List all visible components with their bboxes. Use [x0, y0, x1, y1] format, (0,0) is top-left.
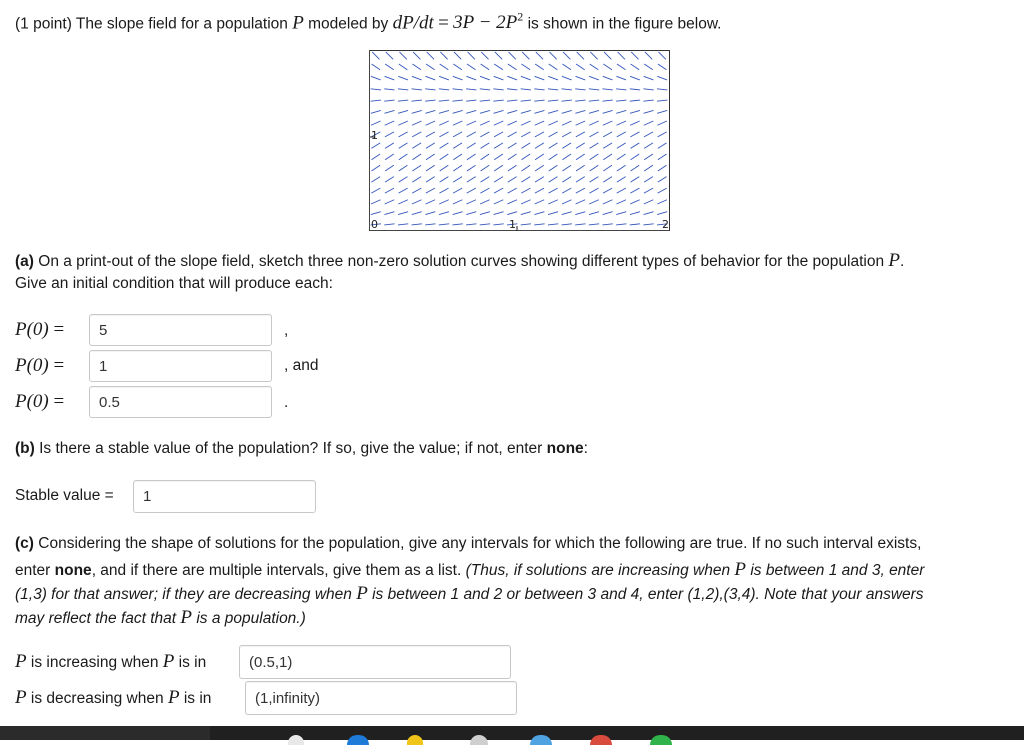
y-tick-label-1: 1 — [371, 129, 378, 142]
problem-intro — [15, 10, 721, 34]
part-a-instruction: Give an initial condition that will produce each: — [15, 275, 333, 292]
part-b-text: Is there a stable value of the population? If so, give the value; if not, enter — [39, 440, 543, 457]
part-b-colon: : — [583, 440, 588, 457]
taskbar-search-area[interactable] — [0, 726, 210, 740]
increasing-label: P is increasing when P is in — [15, 651, 207, 672]
part-c-label: (c) — [15, 535, 34, 552]
initial-condition-input-2[interactable] — [89, 350, 272, 382]
part-c-none: none — [54, 562, 92, 579]
part-a-label: (a) — [15, 253, 34, 270]
part-a-question — [15, 250, 904, 272]
intro-text-a: The slope field for a population — [75, 15, 288, 33]
part-a-var-p: P — [888, 250, 901, 271]
slope-field-figure — [369, 50, 671, 232]
part-c-line1: Considering the shape of solutions for the population, give any intervals for which the following are true. If no such interval exists, — [38, 535, 922, 552]
suffix-3: . — [284, 394, 289, 411]
part-c-line3: (1,3) for that answer; if they are decreasing when P is between 1 and 2 or between 3 and 4, enter (1,2),(3,4). Note that your answers — [15, 583, 924, 604]
initial-condition-input-1[interactable] — [89, 314, 272, 346]
taskbar-app-icon-3[interactable] — [407, 735, 423, 745]
intro-text-b: modeled by — [308, 15, 389, 33]
part-a-period: . — [900, 253, 905, 270]
suffix-2: , and — [284, 357, 319, 374]
decreasing-interval-input[interactable] — [245, 681, 517, 715]
points-label: (1 point) — [15, 15, 72, 33]
part-b-none: none — [546, 440, 584, 457]
part-b-label: (b) — [15, 440, 35, 457]
decreasing-label: P is decreasing when P is in — [15, 687, 212, 708]
initial-condition-input-3[interactable] — [89, 386, 272, 418]
p0-label-3: P(0) = — [15, 391, 65, 412]
equation-lhs: dP/dt — [392, 12, 434, 34]
x-tick-label-2: 2 — [662, 218, 669, 231]
equation-rhs-text: 3P − 2P — [453, 12, 518, 34]
taskbar-app-icon-1[interactable] — [288, 735, 304, 745]
x-tick-label-0: 0 — [371, 218, 378, 231]
increasing-interval-input[interactable] — [239, 645, 511, 679]
stable-value-label: Stable value = — [15, 487, 114, 504]
suffix-1: , — [284, 322, 289, 339]
part-c-line4: may reflect the fact that P is a population.) — [15, 607, 306, 628]
p0-label-2: P(0) = — [15, 355, 65, 376]
equation-rhs — [453, 12, 523, 33]
intro-text-c: is shown in the figure below. — [527, 15, 722, 33]
x-tick-label-1: 1 — [509, 218, 516, 231]
equation-equals: = — [438, 12, 449, 34]
part-c-line2: enter none, and if there are multiple intervals, give them as a list. (Thus, if solutions are increasing when P is between 1 and 3, enter — [15, 559, 925, 580]
part-b-question — [15, 440, 588, 458]
equation-exponent: 2 — [517, 10, 524, 24]
part-a-text: On a print-out of the slope field, sketch three non-zero solution curves showing different types of behavior for the population — [38, 253, 885, 270]
stable-value-input[interactable] — [133, 480, 316, 513]
part-c-question — [15, 535, 921, 553]
var-p: P — [292, 12, 304, 34]
p0-label-1: P(0) = — [15, 319, 65, 340]
